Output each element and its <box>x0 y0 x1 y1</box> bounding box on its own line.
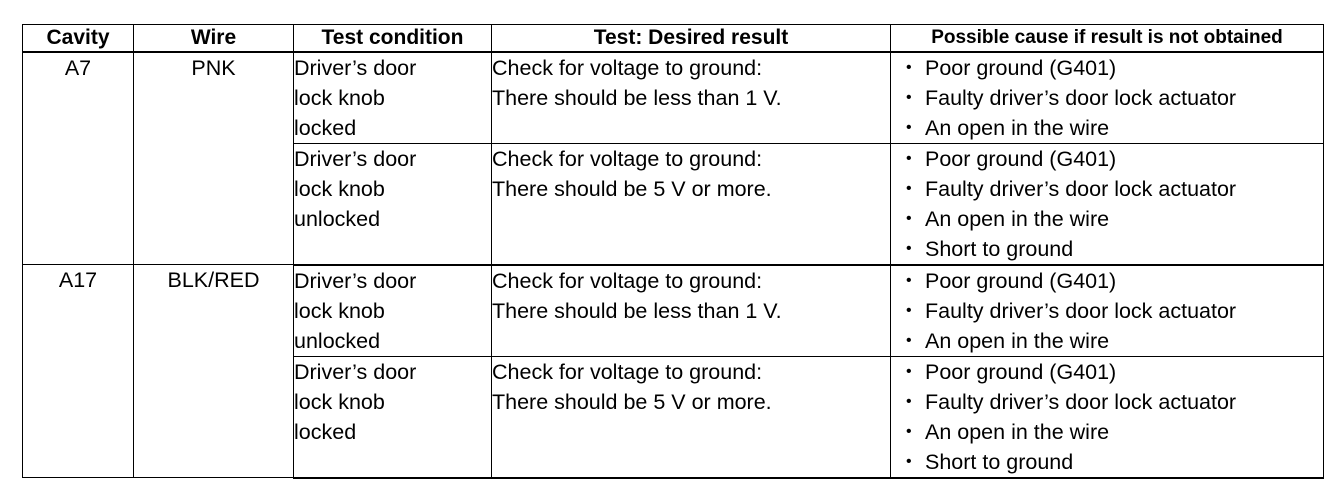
possible-cause-cell <box>891 143 1324 265</box>
bullet-icon: • <box>906 392 912 410</box>
condition-line: Driver’s door <box>294 146 417 171</box>
bullet-icon: • <box>906 209 912 227</box>
bullet-icon: • <box>906 331 912 349</box>
test-condition-cell <box>294 52 492 144</box>
possible-cause-cell <box>891 356 1324 478</box>
test-condition-cell <box>294 356 492 478</box>
cause-list <box>891 357 1323 477</box>
table-row <box>23 265 1324 357</box>
table-row <box>23 52 1324 144</box>
possible-cause-cell <box>891 265 1324 357</box>
list-item: • An open in the wire <box>905 326 1323 356</box>
list-item: • Short to ground <box>905 447 1323 477</box>
condition-line: lock knob <box>294 176 385 201</box>
bullet-icon: • <box>906 118 912 136</box>
list-item: • Faulty driver’s door lock actuator <box>905 174 1323 204</box>
result-line: Check for voltage to ground: <box>492 146 763 171</box>
desired-result-cell <box>492 52 891 144</box>
list-item: • Faulty driver’s door lock actuator <box>905 387 1323 417</box>
result-line: There should be less than 1 V. <box>492 298 782 323</box>
test-condition-cell <box>294 265 492 357</box>
bullet-icon: • <box>906 301 912 319</box>
condition-line: lock knob <box>294 298 385 323</box>
possible-cause-cell <box>891 52 1324 144</box>
condition-line: locked <box>294 419 357 444</box>
condition-line: unlocked <box>294 328 381 353</box>
result-line: Check for voltage to ground: <box>492 359 763 384</box>
bullet-icon: • <box>906 271 912 289</box>
wire-cell: BLK/RED <box>134 265 294 478</box>
bullet-icon: • <box>906 239 912 257</box>
condition-line: unlocked <box>294 206 381 231</box>
bullet-icon: • <box>906 362 912 380</box>
cause-list <box>891 144 1323 264</box>
bullet-icon: • <box>906 149 912 167</box>
bullet-icon: • <box>906 452 912 470</box>
desired-result-cell <box>492 356 891 478</box>
condition-line: lock knob <box>294 85 385 110</box>
cavity-cell: A7 <box>23 52 134 265</box>
header-row <box>23 25 1324 52</box>
bullet-icon: • <box>906 58 912 76</box>
desired-result-cell <box>492 143 891 265</box>
bullet-icon: • <box>906 422 912 440</box>
result-line: There should be less than 1 V. <box>492 85 782 110</box>
header-desired-result: Test: Desired result <box>492 25 891 52</box>
condition-line: Driver’s door <box>294 55 417 80</box>
condition-line: lock knob <box>294 389 385 414</box>
diagnostic-table <box>22 24 1324 479</box>
list-item: • Faulty driver’s door lock actuator <box>905 296 1323 326</box>
header-test-condition: Test condition <box>294 25 492 52</box>
condition-line: Driver’s door <box>294 268 417 293</box>
list-item: • Poor ground (G401) <box>905 266 1323 296</box>
condition-line: locked <box>294 115 357 140</box>
desired-result-cell <box>492 265 891 357</box>
bullet-icon: • <box>906 179 912 197</box>
list-item: • Poor ground (G401) <box>905 357 1323 387</box>
header-possible-cause: Possible cause if result is not obtained <box>891 25 1324 52</box>
header-wire: Wire <box>134 25 294 52</box>
result-line: There should be 5 V or more. <box>492 389 772 414</box>
list-item: • Faulty driver’s door lock actuator <box>905 83 1323 113</box>
result-line: There should be 5 V or more. <box>492 176 772 201</box>
list-item: • An open in the wire <box>905 204 1323 234</box>
cavity-cell: A17 <box>23 265 134 478</box>
cause-list <box>891 266 1323 356</box>
list-item: • Poor ground (G401) <box>905 144 1323 174</box>
result-line: Check for voltage to ground: <box>492 268 763 293</box>
list-item: • An open in the wire <box>905 417 1323 447</box>
wire-cell: PNK <box>134 52 294 265</box>
result-line: Check for voltage to ground: <box>492 55 763 80</box>
test-condition-cell <box>294 143 492 265</box>
list-item: • Short to ground <box>905 234 1323 264</box>
list-item: • Poor ground (G401) <box>905 53 1323 83</box>
bullet-icon: • <box>906 88 912 106</box>
condition-line: Driver’s door <box>294 359 417 384</box>
cause-list <box>891 53 1323 143</box>
header-cavity: Cavity <box>23 25 134 52</box>
list-item: • An open in the wire <box>905 113 1323 143</box>
